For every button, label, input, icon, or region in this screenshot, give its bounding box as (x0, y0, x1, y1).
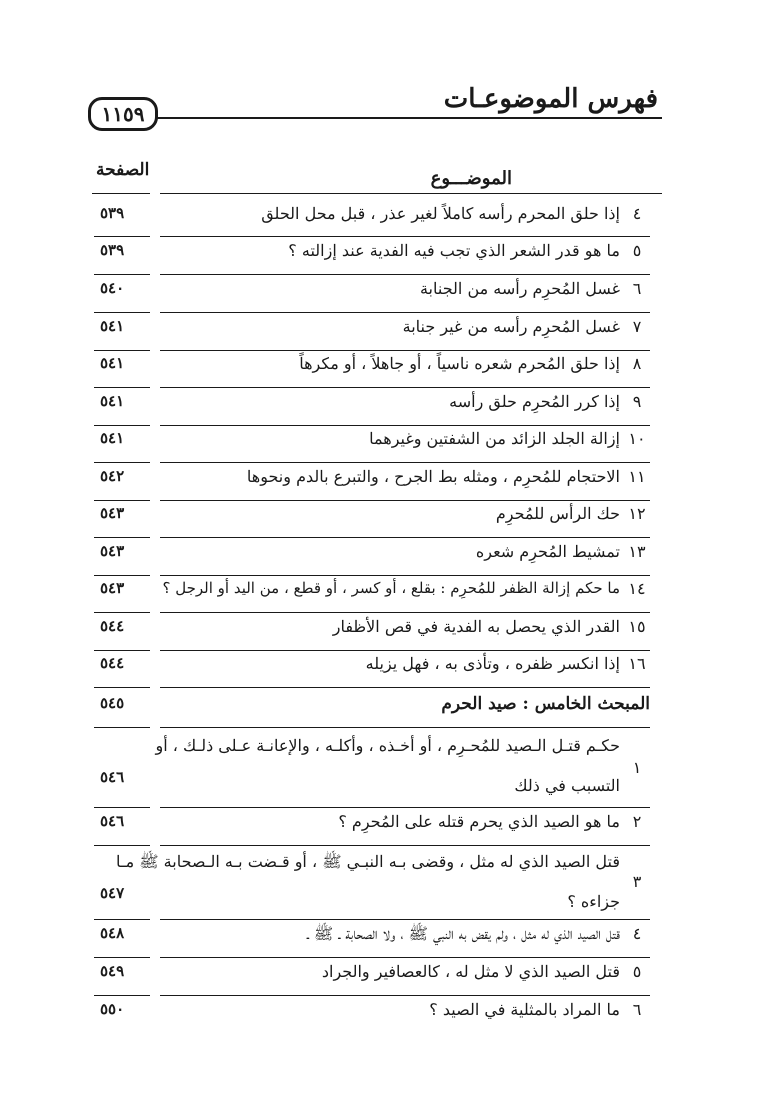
row-rule (160, 807, 650, 808)
row-rule-page (94, 957, 150, 958)
row-number: ٦ (632, 1000, 642, 1019)
row-topic: ما المراد بالمثلية في الصيد ؟ (429, 1000, 620, 1019)
row-number: ١٥ (628, 617, 646, 636)
row-rule-page (94, 995, 150, 996)
row-rule (160, 957, 650, 958)
row-page: ٥٤٣ (100, 542, 125, 560)
column-header-page: الصفحة (96, 160, 150, 180)
row-topic-line2: التسبب في ذلك (514, 776, 620, 795)
row-rule-page (94, 537, 150, 538)
row-rule (160, 387, 650, 388)
row-page: ٥٤٦ (100, 812, 125, 830)
row-topic: إذا كرر المُحرِم حلق رأسه (449, 392, 620, 411)
page-number-badge: ١١٥٩ (88, 97, 158, 131)
row-rule (160, 312, 650, 313)
row-topic: الاحتجام للمُحرِم ، ومثله بط الجرح ، والتبرع بالدم ونحوها (246, 467, 620, 486)
section-title: المبحث الخامس : صيد الحرم (441, 694, 650, 714)
row-rule-page (94, 845, 150, 846)
row-page: ٥٤٤ (100, 654, 125, 672)
row-rule-page (94, 350, 150, 351)
row-rule-page (94, 387, 150, 388)
row-rule (160, 612, 650, 613)
row-rule-page (94, 236, 150, 237)
row-rule-page (94, 807, 150, 808)
row-topic: إزالة الجلد الزائد من الشفتين وغيرهما (369, 429, 620, 448)
row-page: ٥٤٣ (100, 579, 125, 597)
row-page: ٥٤١ (100, 392, 125, 410)
row-number: ٩ (632, 392, 642, 411)
row-topic: إذا حلق المُحرم شعره ناسياً ، أو جاهلاً ، أو مكرهاً (299, 354, 620, 373)
row-topic: إذا حلق المحرم رأسه كاملاً لغير عذر ، قبل محل الحلق (261, 204, 620, 223)
row-number: ٧ (632, 317, 642, 336)
section-page: ٥٤٥ (100, 694, 125, 712)
row-number: ١ (632, 758, 642, 777)
column-header-topic: الموضـــوع (430, 168, 512, 189)
row-rule-page (94, 727, 150, 728)
row-rule (160, 650, 650, 651)
row-number: ٢ (632, 812, 642, 831)
row-rule (160, 575, 650, 576)
row-page: ٥٥٠ (100, 1000, 125, 1018)
row-rule-page (94, 687, 150, 688)
row-rule-page (94, 575, 150, 576)
header-rule (148, 117, 662, 119)
row-number: ٥ (632, 962, 642, 981)
row-rule (160, 919, 650, 920)
row-page: ٥٤٨ (100, 924, 125, 942)
row-topic-line2: جزاءه ؟ (567, 892, 620, 911)
row-rule (160, 727, 650, 728)
row-number: ٣ (632, 872, 642, 891)
row-rule (160, 500, 650, 501)
page-title: فهرس الموضوعـات (443, 84, 658, 114)
row-topic: إذا انكسر ظفره ، وتأذى به ، فهل يزيله (365, 654, 620, 673)
row-page: ٥٣٩ (100, 204, 125, 222)
row-number: ٤ (632, 204, 642, 223)
row-page: ٥٤٩ (100, 962, 125, 980)
row-rule-page (94, 612, 150, 613)
column-header-rule-page (92, 193, 150, 194)
row-rule (160, 236, 650, 237)
row-page: ٥٤٧ (100, 884, 125, 902)
row-number: ١٦ (628, 654, 646, 673)
row-number: ١١ (628, 467, 646, 486)
row-topic: ما حكم إزالة الظفر للمُحرِم : بقلع ، أو كسر ، أو قطع ، من اليد أو الرجل ؟ (162, 579, 620, 597)
row-number: ٥ (632, 241, 642, 260)
row-topic: غسل المُحرِم رأسه من الجنابة (419, 279, 620, 298)
row-page: ٥٤١ (100, 354, 125, 372)
row-topic: قتل الصيد الذي له مثل ، ولم يقض به النبي ﷺ ، ولا الصحابة ـ ﷺ ـ (306, 924, 620, 943)
row-number: ٤ (632, 924, 642, 943)
row-rule-page (94, 312, 150, 313)
row-rule (160, 687, 650, 688)
column-header-rule (160, 193, 662, 194)
row-topic: القدر الذي يحصل به الفدية في قص الأظفار (332, 617, 620, 636)
row-rule (160, 845, 650, 846)
row-page: ٥٤٣ (100, 504, 125, 522)
row-rule-page (94, 425, 150, 426)
row-rule-page (94, 462, 150, 463)
row-topic-line1: قتل الصيد الذي له مثل ، وقضى بـه النبـي ﷺ ، أو قـضت بـه الـصحابة ﷺ مـا (116, 852, 620, 871)
row-topic: ما هو الصيد الذي يحرم قتله على المُحرِم ؟ (338, 812, 620, 831)
row-rule (160, 425, 650, 426)
row-number: ١٣ (628, 542, 646, 561)
row-rule-page (94, 919, 150, 920)
row-number: ١٠ (628, 429, 646, 448)
row-page: ٥٣٩ (100, 241, 125, 259)
row-number: ١٢ (628, 504, 646, 523)
row-topic-line1: حكـم قتـل الـصيد للمُحـرِم ، أو أخـذه ، وأكلـه ، والإعانـة عـلى ذلـك ، أو (155, 736, 620, 755)
row-rule-page (94, 500, 150, 501)
row-page: ٥٤٢ (100, 467, 125, 485)
row-page: ٥٤٠ (100, 279, 125, 297)
row-topic: تمشيط المُحرِم شعره (475, 542, 620, 561)
row-rule (160, 537, 650, 538)
row-number: ٨ (632, 354, 642, 373)
row-rule (160, 995, 650, 996)
row-page: ٥٤١ (100, 317, 125, 335)
row-rule (160, 350, 650, 351)
row-rule (160, 274, 650, 275)
row-topic: قتل الصيد الذي لا مثل له ، كالعصافير والجراد (321, 962, 620, 981)
row-page: ٥٤١ (100, 429, 125, 447)
row-rule (160, 462, 650, 463)
row-page: ٥٤٦ (100, 768, 125, 786)
row-page: ٥٤٤ (100, 617, 125, 635)
row-topic: غسل المُحرِم رأسه من غير جنابة (402, 317, 620, 336)
row-number: ٦ (632, 279, 642, 298)
row-rule-page (94, 274, 150, 275)
row-topic: حك الرأس للمُحرِم (495, 504, 620, 523)
row-number: ١٤ (628, 579, 646, 598)
row-topic: ما هو قدر الشعر الذي تجب فيه الفدية عند إزالته ؟ (288, 241, 620, 260)
row-rule-page (94, 650, 150, 651)
